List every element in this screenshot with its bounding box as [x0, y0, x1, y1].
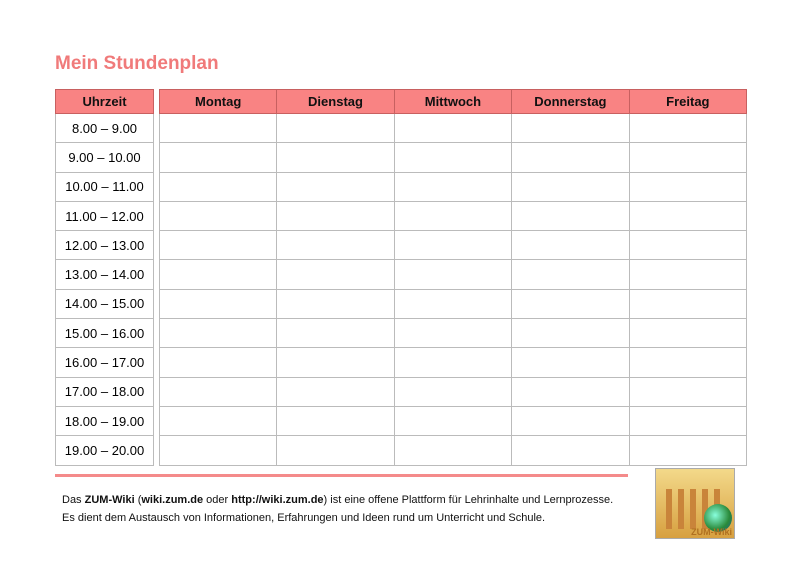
- day-header: Dienstag: [277, 90, 394, 114]
- day-header: Donnerstag: [512, 90, 630, 114]
- schedule-cell[interactable]: [160, 114, 277, 143]
- schedule-cell[interactable]: [394, 406, 511, 435]
- schedule-cell[interactable]: [160, 377, 277, 406]
- schedule-cell[interactable]: [512, 289, 630, 318]
- schedule-cell[interactable]: [512, 231, 630, 260]
- schedule-cell[interactable]: [394, 172, 511, 201]
- schedule-cell[interactable]: [394, 260, 511, 289]
- schedule-cell[interactable]: [277, 231, 394, 260]
- time-slot: 10.00 – 11.00: [56, 172, 154, 201]
- table-row: [56, 348, 154, 377]
- time-slot: 14.00 – 15.00: [56, 289, 154, 318]
- schedule-cell[interactable]: [277, 319, 394, 348]
- time-slot: 9.00 – 10.00: [56, 143, 154, 172]
- time-slot: 19.00 – 20.00: [56, 436, 154, 465]
- table-row: [56, 114, 154, 143]
- footer-text-part: (: [134, 494, 142, 506]
- schedule-cell[interactable]: [160, 172, 277, 201]
- wiki-url: wiki.zum.de: [141, 494, 204, 506]
- schedule-cell[interactable]: [629, 348, 746, 377]
- schedule-cell[interactable]: [394, 231, 511, 260]
- schedule-cell[interactable]: [512, 377, 630, 406]
- schedule-cell[interactable]: [277, 436, 394, 465]
- time-slot: 16.00 – 17.00: [56, 348, 154, 377]
- table-row: [56, 143, 154, 172]
- table-row: [160, 289, 747, 318]
- day-header: Montag: [160, 90, 277, 114]
- schedule-cell[interactable]: [394, 143, 511, 172]
- schedule-cell[interactable]: [394, 319, 511, 348]
- day-header: Freitag: [629, 90, 746, 114]
- table-row: [160, 143, 747, 172]
- schedule-cell[interactable]: [629, 406, 746, 435]
- logo-text: ZUM-Wiki: [691, 527, 732, 537]
- table-row: [160, 172, 747, 201]
- schedule-cell[interactable]: [160, 319, 277, 348]
- schedule-cell[interactable]: [160, 260, 277, 289]
- schedule-cell[interactable]: [160, 231, 277, 260]
- schedule-cell[interactable]: [394, 201, 511, 230]
- table-row: [56, 377, 154, 406]
- day-header: Mittwoch: [394, 90, 511, 114]
- schedule-cell[interactable]: [277, 406, 394, 435]
- schedule-cell[interactable]: [629, 231, 746, 260]
- table-row: [160, 201, 747, 230]
- schedule-cell[interactable]: [394, 436, 511, 465]
- zum-wiki-name: ZUM-Wiki: [84, 494, 135, 506]
- time-slot: 12.00 – 13.00: [56, 231, 154, 260]
- schedule-cell[interactable]: [277, 201, 394, 230]
- table-row: [56, 436, 154, 465]
- table-row: [160, 348, 747, 377]
- schedule-cell[interactable]: [512, 114, 630, 143]
- time-header: Uhrzeit: [56, 90, 154, 114]
- footer-line-2: Es dient dem Austausch von Informationen, Erfahrungen und Ideen rund um Unterricht und Schule.: [62, 512, 546, 524]
- wiki-http-url: http://wiki.zum.de: [231, 494, 324, 506]
- zum-wiki-logo: [655, 468, 735, 539]
- schedule-cell[interactable]: [394, 289, 511, 318]
- schedule-cell[interactable]: [512, 406, 630, 435]
- schedule-cell[interactable]: [629, 172, 746, 201]
- time-slot: 18.00 – 19.00: [56, 406, 154, 435]
- schedule-cell[interactable]: [629, 289, 746, 318]
- table-row: [56, 289, 154, 318]
- schedule-cell[interactable]: [160, 348, 277, 377]
- time-slot: 15.00 – 16.00: [56, 319, 154, 348]
- schedule-cell[interactable]: [629, 377, 746, 406]
- footer-text-part: oder: [203, 494, 232, 506]
- schedule-cell[interactable]: [277, 377, 394, 406]
- table-row: [56, 319, 154, 348]
- schedule-table: [159, 89, 747, 466]
- schedule-cell[interactable]: [160, 143, 277, 172]
- table-row: [160, 406, 747, 435]
- table-row: [56, 406, 154, 435]
- schedule-cell[interactable]: [629, 114, 746, 143]
- schedule-cell[interactable]: [277, 143, 394, 172]
- time-slot: 11.00 – 12.00: [56, 201, 154, 230]
- schedule-cell[interactable]: [277, 172, 394, 201]
- divider-line: [55, 474, 628, 477]
- schedule-cell[interactable]: [277, 260, 394, 289]
- schedule-cell[interactable]: [629, 319, 746, 348]
- schedule-cell[interactable]: [394, 348, 511, 377]
- schedule-cell[interactable]: [512, 143, 630, 172]
- table-row: [160, 231, 747, 260]
- schedule-cell[interactable]: [160, 436, 277, 465]
- schedule-cell[interactable]: [629, 143, 746, 172]
- schedule-cell[interactable]: [512, 172, 630, 201]
- time-column-table: [55, 89, 154, 466]
- schedule-cell[interactable]: [160, 289, 277, 318]
- schedule-cell[interactable]: [394, 377, 511, 406]
- schedule-cell[interactable]: [394, 114, 511, 143]
- schedule-cell[interactable]: [160, 201, 277, 230]
- schedule-cell[interactable]: [277, 348, 394, 377]
- table-row: [160, 319, 747, 348]
- footer-text-part: Das: [62, 494, 85, 506]
- footer-text-part: ) ist eine offene Plattform für Lehrinhalte und Lernprozesse.: [323, 494, 614, 506]
- table-row: [56, 201, 154, 230]
- schedule-cell[interactable]: [512, 436, 630, 465]
- schedule-cell[interactable]: [160, 406, 277, 435]
- schedule-cell[interactable]: [277, 114, 394, 143]
- table-row: [160, 260, 747, 289]
- schedule-cell[interactable]: [512, 319, 630, 348]
- table-row: [56, 260, 154, 289]
- time-slot: 13.00 – 14.00: [56, 260, 154, 289]
- page-title: Mein Stundenplan: [55, 53, 219, 74]
- table-row: [160, 377, 747, 406]
- schedule-cell[interactable]: [512, 201, 630, 230]
- schedule-cell[interactable]: [277, 289, 394, 318]
- time-slot: 8.00 – 9.00: [56, 114, 154, 143]
- schedule-cell[interactable]: [629, 201, 746, 230]
- table-row: [56, 231, 154, 260]
- table-row: [160, 436, 747, 465]
- table-row: [160, 114, 747, 143]
- schedule-cell[interactable]: [629, 260, 746, 289]
- schedule-cell[interactable]: [512, 260, 630, 289]
- time-slot: 17.00 – 18.00: [56, 377, 154, 406]
- table-row: [56, 172, 154, 201]
- schedule-cell[interactable]: [629, 436, 746, 465]
- schedule-cell[interactable]: [512, 348, 630, 377]
- footer-text: [62, 491, 613, 527]
